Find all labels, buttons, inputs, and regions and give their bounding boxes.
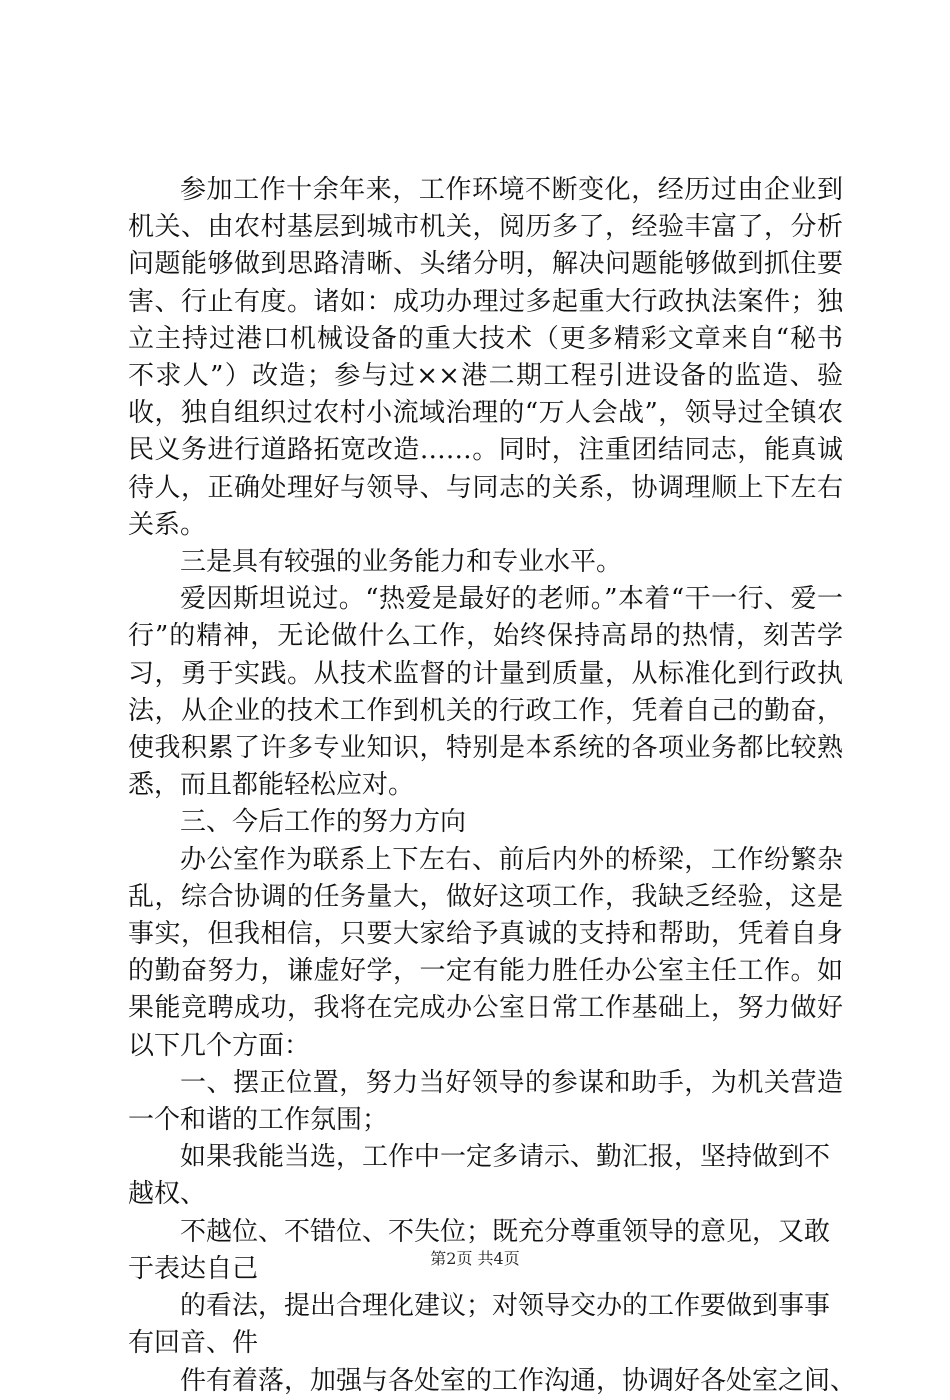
document-body (128, 172, 857, 1400)
page-number-footer: 第2页 共4页 (430, 1249, 520, 1268)
paragraph-fragment-1: 如果我能当选，工作中一定多请示、勤汇报，坚持做到不越权、 (128, 1142, 831, 1210)
paragraph-office-role: 办公室作为联系上下左右、前后内外的桥梁，工作纷繁杂乱，综合协调的任务量大，做好这项工作，我缺乏经验，这是事实，但我相信，只要大家给予真诚的支持和帮助，凭着自身的勤奋努力，谦虚好学，一定有能力胜任办公室主任工作。如果能竞聘成功，我将在完成办公室日常工作基础上，努力做好以下几个方面： (128, 844, 843, 1061)
paragraph-fragment-2: 不越位、不错位、不失位；既充分尊重领导的意见，又敢于表达自己 (128, 1216, 831, 1284)
section-heading-future-direction: 三、今后工作的努力方向 (180, 807, 467, 838)
paragraph-point-one: 一、摆正位置，努力当好领导的参谋和助手，为机关营造一个和谐的工作氛围； (128, 1067, 843, 1136)
paragraph-heading-ability: 三是具有较强的业务能力和专业水平。 (180, 547, 623, 578)
paragraph-fragment-3: 的看法，提出合理化建议；对领导交办的工作要做到事事有回音、件 (128, 1291, 831, 1359)
paragraph-fragment-4: 件有着落，加强与各处室的工作沟通，协调好各处室之间、 (180, 1365, 857, 1396)
paragraph-work-experience: 参加工作十余年来，工作环境不断变化，经历过由企业到机关、由农村基层到城市机关，阅历多了，经验丰富了，分析问题能够做到思路清晰、头绪分明，解决问题能够做到抓住要害、行止有度。诸如：成功办理过多起重大行政执法案件；独立主持过港口机械设备的重大技术（更多精彩文章来自“秘书不求人”）改造；参与过××港二期工程引进设备的监造、验收，独自组织过农村小流域治理的“万人会战”，领导过全镇农民义务进行道路拓宽改造……。同时，注重团结同志，能真诚待人，正确处理好与领导、与同志的关系，协调理顺上下左右关系。 (128, 175, 843, 540)
paragraph-einstein: 爱因斯坦说过。“热爱是最好的老师。”本着“干一行、爱一行”的精神，无论做什么工作，始终保持高昂的热情，刻苦学习，勇于实践。从技术监督的计量到质量，从标准化到行政执法，从企业的技术工作到机关的行政工作，凭着自己的勤奋，使我积累了许多专业知识，特别是本系统的各项业务都比较熟悉，而且都能轻松应对。 (128, 584, 843, 801)
